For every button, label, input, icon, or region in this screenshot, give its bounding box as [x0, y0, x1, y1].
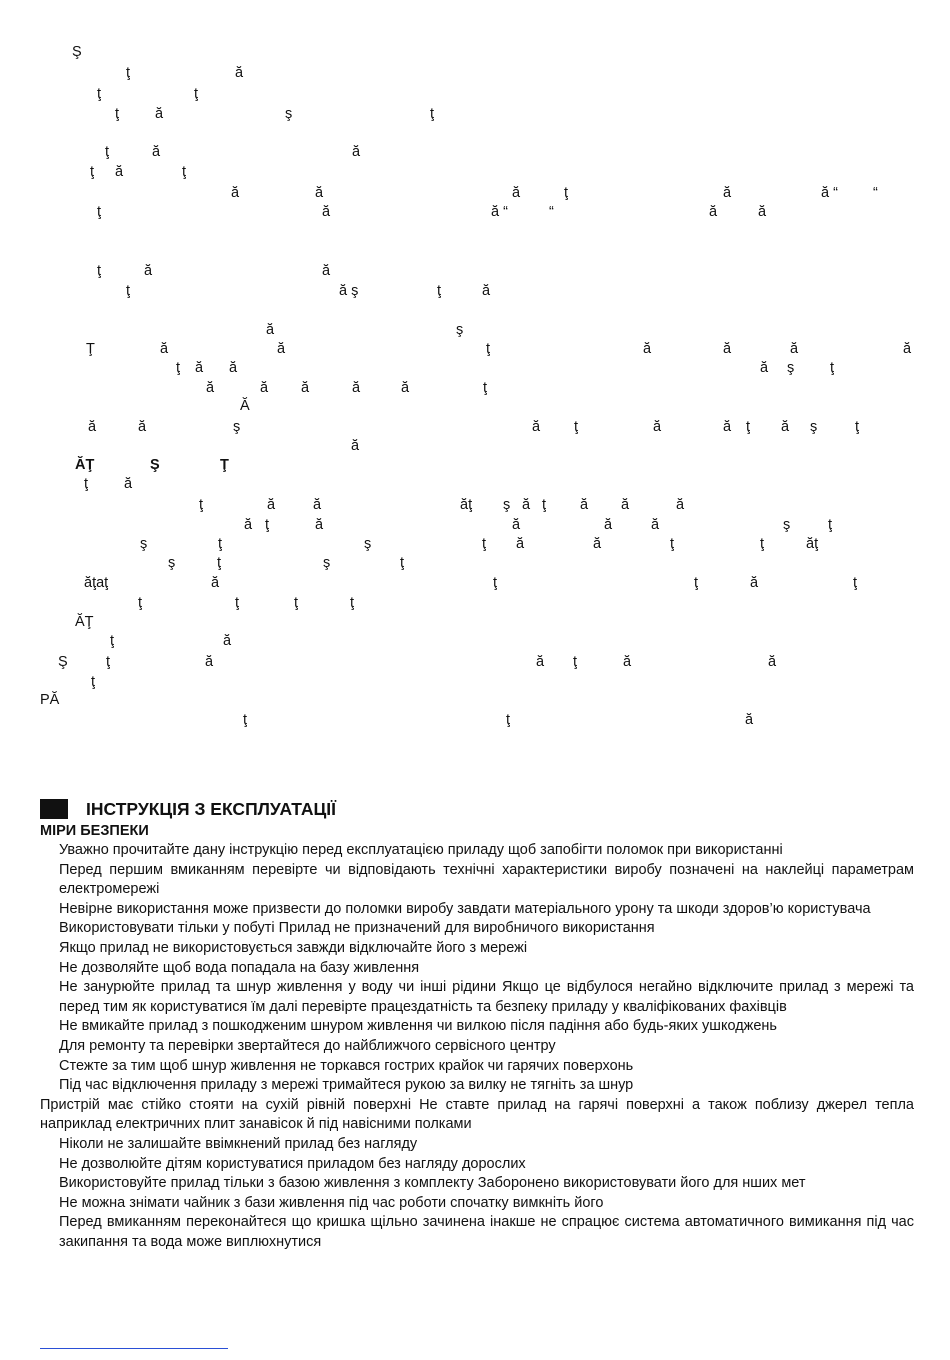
residual-glyph: ţ	[91, 674, 96, 690]
residual-glyph: ţ	[126, 65, 131, 81]
residual-glyph: ă	[352, 380, 361, 396]
residual-glyph: ă	[138, 419, 147, 435]
residual-glyph: ţ	[574, 419, 579, 435]
residual-glyph: ă	[322, 204, 331, 220]
residual-glyph: ă	[124, 476, 133, 492]
residual-glyph: Ş	[150, 457, 160, 473]
residual-glyph: ă	[315, 517, 324, 533]
residual-glyph: ă	[301, 380, 310, 396]
residual-glyph: ă	[401, 380, 410, 396]
residual-glyph: ş	[503, 497, 511, 513]
residual-glyph: ă “	[491, 204, 508, 220]
residual-glyph: ţ	[670, 536, 675, 552]
residual-glyph: ţ	[573, 654, 578, 670]
residual-glyph: ăţ	[460, 497, 473, 513]
residual-glyph: Ţ	[220, 457, 229, 473]
residual-glyph: ţ	[350, 595, 355, 611]
residual-glyph: ă	[223, 633, 232, 649]
residual-glyph: ă	[903, 341, 912, 357]
residual-glyph: ţ	[830, 360, 835, 376]
residual-glyph: ţ	[294, 595, 299, 611]
residual-glyph: ă	[758, 204, 767, 220]
section-header	[40, 798, 914, 820]
residual-glyph: ţ	[97, 86, 102, 102]
residual-glyph: ă	[604, 517, 613, 533]
residual-glyph: ă	[195, 360, 204, 376]
safety-item: Перед першим вмиканням перевірте чи відповідають технічні характеристики виробу позначені на наклейці параметрам електромережі	[59, 861, 914, 898]
residual-glyph: ă	[781, 419, 790, 435]
residual-glyph: ă	[267, 497, 276, 513]
residual-glyph: ă ş	[339, 283, 359, 299]
residual-glyph: ă	[205, 654, 214, 670]
residual-glyph: ş	[783, 517, 791, 533]
residual-glyph: ă	[144, 263, 153, 279]
safety-subtitle: МІРИ БЕЗПЕКИ	[40, 823, 149, 839]
residual-glyph: Ş	[72, 44, 82, 60]
residual-glyph: ţ	[400, 555, 405, 571]
safety-item: Під час відключення приладу з мережі тримайтеся рукою за вилку не тягніть за шнур	[59, 1077, 634, 1094]
residual-glyph: ş	[364, 536, 372, 552]
residual-glyph: ţ	[110, 633, 115, 649]
residual-glyph: PĂ	[40, 692, 60, 708]
safety-item: Не можна знімати чайник з бази живлення під час роботи спочатку вимкніть його	[59, 1194, 604, 1211]
residual-glyph: ţ	[97, 204, 102, 220]
residual-glyph: ş	[168, 555, 176, 571]
residual-glyph: ţ	[106, 654, 111, 670]
residual-glyph: ă	[277, 341, 286, 357]
residual-glyph: ţ	[482, 536, 487, 552]
residual-glyph: ţ	[483, 380, 488, 396]
residual-glyph: ţ	[138, 595, 143, 611]
residual-glyph: ţ	[115, 106, 120, 122]
residual-glyph: ă	[211, 575, 220, 591]
residual-glyph: ţ	[486, 341, 491, 357]
safety-item: Якщо прилад не використовується завжди відключайте його з мережі	[59, 939, 528, 956]
residual-glyph: ţ	[126, 283, 131, 299]
residual-glyph: ţ	[182, 164, 187, 180]
residual-glyph: ă	[593, 536, 602, 552]
safety-item: Для ремонту та перевірки звертайтеся до найближчого сервісного центру	[59, 1037, 556, 1054]
residual-glyph: Ş	[58, 654, 68, 670]
residual-glyph: ă	[160, 341, 169, 357]
residual-glyph: ă	[536, 654, 545, 670]
residual-glyph: ţ	[855, 419, 860, 435]
residual-glyph: ă	[621, 497, 630, 513]
residual-glyph: ţ	[746, 419, 751, 435]
residual-glyph: ţ	[84, 476, 89, 492]
residual-glyph: ţ	[105, 144, 110, 160]
safety-item: Уважно прочитайте дану інструкцію перед експлуатацією приладу щоб запобігти поломок при використанні	[59, 842, 783, 858]
residual-glyph: ă “	[821, 185, 838, 201]
residual-glyph: ă	[745, 712, 754, 728]
residual-glyph: ţ	[218, 536, 223, 552]
residual-glyph: ş	[285, 106, 293, 122]
residual-glyph: ă	[522, 497, 531, 513]
residual-glyph: ă	[115, 164, 124, 180]
residual-glyph: ţ	[265, 517, 270, 533]
residual-glyph: ă	[482, 283, 491, 299]
residual-glyph: ă	[155, 106, 164, 122]
safety-instructions-list	[40, 841, 914, 1252]
residual-glyph: ă	[229, 360, 238, 376]
residual-glyph: ş	[140, 536, 148, 552]
residual-glyph: ţ	[199, 497, 204, 513]
residual-glyph: ţ	[90, 164, 95, 180]
residual-glyph: Ă	[240, 398, 250, 414]
residual-glyph: ţ	[828, 517, 833, 533]
residual-glyph: ă	[512, 185, 521, 201]
residual-glyph: ş	[787, 360, 795, 376]
section-title: ІНСТРУКЦІЯ З ЕКСПЛУАТАЦІЇ	[86, 798, 336, 819]
residual-glyph: ă	[235, 65, 244, 81]
residual-glyph: ă	[313, 497, 322, 513]
residual-glyph: ţ	[235, 595, 240, 611]
safety-item: Використовуйте прилад тільки з базою живлення з комплекту Заборонено використовувати його для нших мет	[59, 1175, 806, 1192]
ukrainian-section	[40, 798, 914, 1252]
residual-glyph: ă	[88, 419, 97, 435]
residual-glyph: ĂŢ	[75, 457, 95, 473]
residual-glyph: ă	[723, 419, 732, 435]
residual-glyph: ă	[750, 575, 759, 591]
footer-rule	[40, 1348, 228, 1349]
residual-glyph: ă	[244, 517, 253, 533]
residual-glyph: ăţaţ	[84, 575, 109, 591]
residual-glyph: ă	[532, 419, 541, 435]
residual-glyph: “	[549, 204, 554, 220]
residual-glyph: ţ	[243, 712, 248, 728]
residual-glyph: ţ	[194, 86, 199, 102]
residual-glyph: ţ	[176, 360, 181, 376]
language-marker-block	[40, 799, 68, 819]
safety-item: Не вмикайте прилад з пошкодженим шнуром живлення чи вилкою після падіння або будь-яких ушкоджень	[59, 1018, 777, 1035]
residual-glyph: ă	[580, 497, 589, 513]
residual-glyph: ă	[322, 263, 331, 279]
safety-item: Перед вмиканням переконайтеся що кришка щільно зачинена інакше не спрацює система автоматичного вимикання під час закипання та вода може виплюхнутися	[59, 1214, 914, 1250]
residual-glyph: ă	[760, 360, 769, 376]
residual-glyph: ă	[260, 380, 269, 396]
residual-glyph: ş	[810, 419, 818, 435]
residual-glyph: ă	[643, 341, 652, 357]
safety-item: Не дозволюйте дітям користуватися приладом без нагляду дорослих	[59, 1155, 526, 1172]
residual-glyph: ă	[723, 185, 732, 201]
residual-glyph: ă	[653, 419, 662, 435]
residual-glyph: ă	[676, 497, 685, 513]
residual-glyph: ă	[352, 144, 361, 160]
residual-glyph: ă	[315, 185, 324, 201]
residual-glyph: ţ	[493, 575, 498, 591]
safety-item: Пристрій має стійко стояти на сухій рівній поверхні Не ставте прилад на гарячі поверхні а також поблизу джерел тепла наприклад електричних плит занавісок й під навісними полками	[40, 1096, 914, 1133]
residual-glyph: ţ	[217, 555, 222, 571]
residual-glyph: ă	[351, 438, 360, 454]
safety-item: Стежте за тим щоб шнур живлення не торкався гострих крайок чи гарячих поверхонь	[59, 1057, 634, 1074]
residual-glyph: ţ	[506, 712, 511, 728]
safety-item: Не занурюйте прилад та шнур живлення у воду чи інші рідини Якщо це відбулося негайно відключите прилад з мережі та перед тим як користуватися їм далі перевірте працездатність та безпеку приладу у кваліфікованих фахівців	[59, 979, 914, 1015]
residual-glyph: ă	[231, 185, 240, 201]
residual-glyph: ă	[768, 654, 777, 670]
residual-glyph: ă	[516, 536, 525, 552]
residual-glyph: ţ	[564, 185, 569, 201]
residual-glyph: ş	[456, 322, 464, 338]
safety-item: Використовувати тільки у побуті Прилад не призначений для виробничого використання	[59, 920, 655, 937]
residual-glyph: ă	[651, 517, 660, 533]
residual-glyph: ă	[206, 380, 215, 396]
residual-glyph: ţ	[542, 497, 547, 513]
safety-item: Ніколи не залишайте ввімкнений прилад без нагляду	[59, 1135, 418, 1152]
residual-glyph: ţ	[97, 263, 102, 279]
residual-glyph: ăţ	[806, 536, 819, 552]
safety-item: Невірне використання може призвести до поломки виробу завдати матеріального урону та шкоди здоров’ю користувача	[59, 900, 871, 917]
residual-glyph: Ţ	[86, 341, 95, 357]
residual-glyph: “	[873, 185, 878, 201]
residual-glyph: ţ	[853, 575, 858, 591]
residual-glyph: ă	[266, 322, 275, 338]
residual-glyph: ş	[323, 555, 331, 571]
residual-glyph: ă	[512, 517, 521, 533]
residual-glyph: ţ	[694, 575, 699, 591]
residual-glyph: ă	[152, 144, 161, 160]
residual-glyph: ă	[709, 204, 718, 220]
residual-glyph: ş	[233, 419, 241, 435]
residual-glyph: ĂŢ	[75, 614, 94, 630]
safety-item: Не дозволяйте щоб вода попадала на базу живлення	[59, 959, 420, 976]
residual-glyph: ţ	[760, 536, 765, 552]
residual-glyph: ţ	[437, 283, 442, 299]
residual-glyph: ă	[723, 341, 732, 357]
residual-glyph: ă	[790, 341, 799, 357]
residual-glyph: ă	[623, 654, 632, 670]
residual-glyph: ţ	[430, 106, 435, 122]
